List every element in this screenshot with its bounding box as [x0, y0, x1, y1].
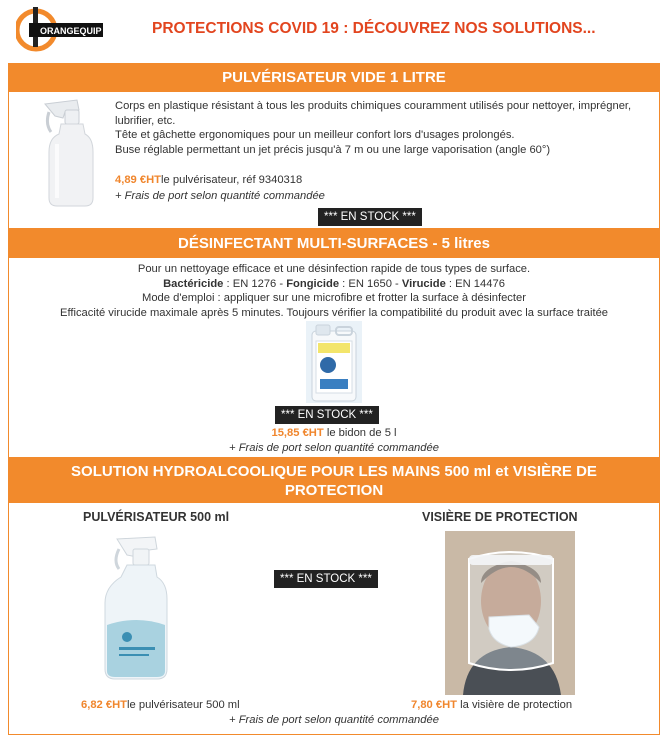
hydroalcoholic-spray-500ml-image[interactable]: [97, 533, 177, 683]
visor-model-photo[interactable]: [445, 531, 575, 695]
description-line: Tête et gâchette ergonomiques pour un meilleur confort lors d'usages prolongés.: [115, 129, 515, 141]
header: [0, 0, 668, 62]
visor-price-row: [411, 698, 572, 713]
in-stock-badge: *** EN STOCK ***: [274, 570, 378, 588]
disinfectant-description: [9, 262, 659, 320]
visor-price-suffix: la visière de protection: [457, 699, 573, 711]
section-title-disinfectant: DÉSINFECTANT MULTI-SURFACES - 5 litres: [9, 230, 659, 258]
shipping-note: + Frais de port selon quantité commandée: [229, 442, 439, 454]
description-line: Pour un nettoyage efficace et une désinfection rapide de tous types de surface.: [137, 263, 531, 275]
sprayer-500ml-price: 6,82 €HT: [81, 699, 128, 711]
description-line: Buse réglable permettant un jet précis jusqu'à 7 m ou une large vaporisation (angle 60°): [115, 143, 551, 156]
disinfectant-jerrycan-image[interactable]: [306, 321, 362, 403]
product-gel-visor-section: [8, 458, 660, 735]
disinfectant-price: 15,85 €HT: [271, 427, 324, 439]
in-stock-badge: *** EN STOCK ***: [275, 406, 379, 424]
fongicide-label: Fongicide: [286, 277, 340, 290]
sprayer-1l-price: 4,89 €HT: [115, 174, 162, 186]
disinfectant-price-suffix: le bidon de 5 l: [323, 427, 397, 439]
product-sprayer-1l-section: [8, 63, 660, 229]
shipping-note: + Frais de port selon quantité commandée: [115, 190, 325, 202]
orangequip-logo[interactable]: [16, 5, 104, 55]
shipping-note: + Frais de port selon quantité commandée: [229, 714, 439, 726]
spray-bottle-1l-image[interactable]: [35, 94, 111, 210]
visor-heading: VISIÈRE DE PROTECTION: [422, 510, 578, 524]
visor-price: 7,80 €HT: [411, 699, 458, 711]
sprayer-1l-price-suffix: le pulvérisateur, réf 9340318: [161, 174, 303, 186]
sprayer-500ml-price-suffix: le pulvérisateur 500 ml: [127, 699, 240, 711]
norms-line: [9, 277, 659, 292]
section-title-sprayer-1l: PULVÉRISATEUR VIDE 1 LITRE: [9, 64, 659, 92]
logo-text: ORANGEQUIP: [40, 26, 102, 36]
efficacy-line: Efficacité virucide maximale après 5 minutes. Toujours vérifier la compatibilité du produit avec la surface traitée: [59, 306, 609, 319]
disinfectant-price-row: [9, 426, 659, 441]
sprayer-1l-description: [115, 99, 645, 157]
page-headline: PROTECTIONS COVID 19 : DÉCOUVREZ NOS SOLUTIONS...: [152, 20, 596, 37]
sprayer-1l-price-row: [115, 173, 302, 188]
usage-line: Mode d'emploi : appliquer sur une microfibre et frotter la surface à désinfecter: [142, 292, 526, 304]
virucide-label: Virucide: [401, 277, 446, 290]
virucide-value: : EN 14476: [445, 277, 505, 290]
in-stock-badge: *** EN STOCK ***: [318, 208, 422, 226]
bactericide-label: Bactéricide: [163, 277, 224, 290]
product-disinfectant-section: [8, 229, 660, 458]
description-line: Corps en plastique résistant à tous les produits chimiques couramment utilisés pour nettoyer, imprégner, lubrifier, etc.: [115, 100, 632, 127]
sprayer-500ml-heading: PULVÉRISATEUR 500 ml: [83, 510, 230, 524]
bactericide-value: : EN 1276 -: [223, 277, 287, 290]
sprayer-500ml-price-row: [81, 698, 240, 713]
fongicide-value: : EN 1650 -: [339, 277, 402, 290]
section-title-gel-visor: SOLUTION HYDROALCOOLIQUE POUR LES MAINS 500 ml et VISIÈRE DE PROTECTION: [9, 459, 659, 503]
